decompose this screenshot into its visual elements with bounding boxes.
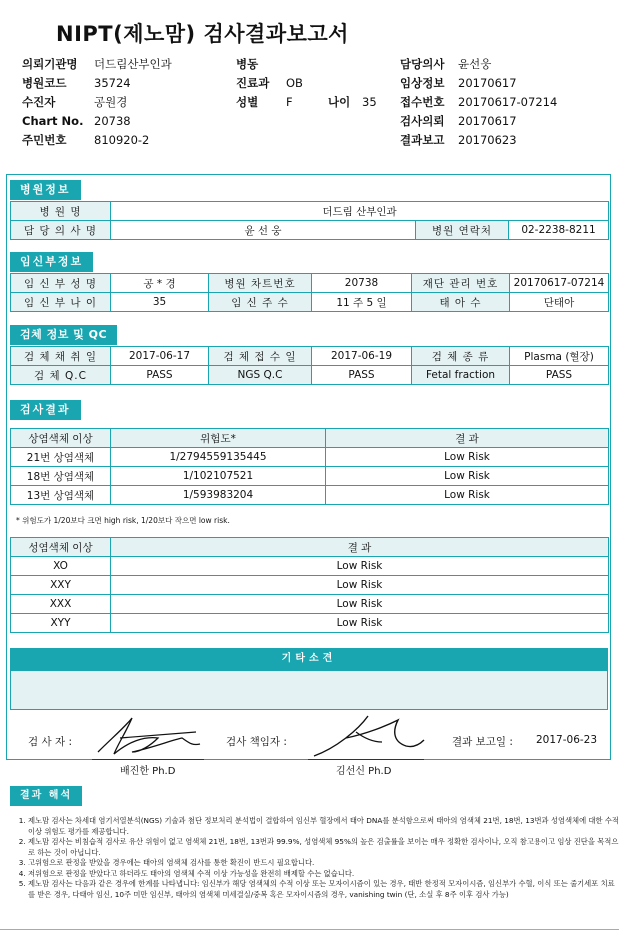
manager-label: 검사 책임자 : [226, 736, 287, 748]
receive-date-label: 검 체 접 수 일 [209, 347, 312, 366]
chart-no-value: 20738 [94, 114, 131, 128]
age-label: 나이 [328, 95, 351, 109]
table-row [11, 576, 609, 595]
foundation-number-label: 재단 관리 번호 [412, 274, 510, 293]
specimen-type-value: Plasma (혈장) [510, 347, 609, 366]
header-right [400, 55, 557, 150]
other-remarks-header: 기타소견 [10, 648, 608, 670]
row-result: Low Risk [111, 557, 609, 576]
report-date-sig-label: 결과 보고일 : [452, 736, 513, 748]
pregnancy-weeks-label: 임 신 주 수 [209, 293, 312, 312]
header-left [22, 55, 172, 150]
pregnant-name-label: 임 신 부 성 명 [11, 274, 111, 293]
fetal-fraction-value: PASS [510, 366, 609, 385]
dept-value: OB [286, 76, 303, 90]
row-name: 21번 상염색체 [11, 448, 111, 467]
request-org-value: 더드림산부인과 [94, 57, 172, 71]
pregnancy-weeks-value: 11 주 5 일 [312, 293, 412, 312]
risk-footnote: * 위험도가 1/20보다 크면 high risk, 1/20보다 작으면 low risk. [16, 516, 230, 525]
row-result: Low Risk [111, 595, 609, 614]
row-risk: 1/102107521 [111, 467, 326, 486]
doctor-name-label: 담 당 의 사 명 [11, 221, 111, 240]
table-row [11, 486, 609, 505]
interpretation-item: 3. 고위험으로 판정을 받았을 경우에는 태아의 염색체 검사를 통한 확진이 반드시 필요합니다. [28, 858, 619, 869]
sex-value: F [286, 95, 293, 109]
collect-date-label: 검 체 채 취 일 [11, 347, 111, 366]
sex-chrom-col-header: 성염색체 이상 [11, 538, 111, 557]
interpretation-header: 결과 해석 [10, 786, 82, 806]
pregnant-age-value: 35 [111, 293, 209, 312]
bottom-rule [0, 929, 619, 930]
table-row [11, 557, 609, 576]
receipt-value: 20170617-07214 [458, 95, 558, 109]
pregnant-age-label: 임 신 부 나 이 [11, 293, 111, 312]
manager-signature [306, 708, 426, 760]
interpretation-item: 2. 제노맘 검사는 비침습적 검사로 유산 위험이 없고 염색체 21번, 18번, 13번과 99.9%, 성염색체 95%의 높은 검출률을 보이는 매우 정확한 검사이나, 오직 참고용이고 임상 진단을 목적으로 하는 것이 아닙니다. [28, 837, 619, 858]
interpretation-item: 4. 저위험으로 판정을 받았다고 하더라도 태아의 염색체 수적 이상 가능성을 완전히 배제할 수는 없습니다. [28, 869, 619, 880]
foundation-number-value: 20170617-07214 [510, 274, 609, 293]
result-col-header: 결 과 [326, 429, 609, 448]
collect-date-value: 2017-06-17 [111, 347, 209, 366]
sex-label: 성별 [236, 95, 259, 109]
specimen-qc-label: 검 체 Q.C [11, 366, 111, 385]
pregnant-name-value: 공 * 경 [111, 274, 209, 293]
receive-date-value: 2017-06-19 [312, 347, 412, 366]
sex-chrom-result-header: 결 과 [111, 538, 609, 557]
resident-no-value: 810920-2 [94, 133, 150, 147]
specimen-header: 검체 정보 및 QC [10, 325, 117, 345]
row-name: 18번 상염색체 [11, 467, 111, 486]
table-row [11, 448, 609, 467]
header-middle [236, 55, 377, 112]
receipt-label: 접수번호 [400, 95, 445, 109]
hospital-contact-value: 02-2238-8211 [509, 221, 609, 240]
row-risk: 1/593983204 [111, 486, 326, 505]
request-date-label: 검사의뢰 [400, 114, 445, 128]
ngs-qc-value: PASS [312, 366, 412, 385]
report-date-sig-value: 2017-06-23 [536, 734, 598, 746]
autosome-col-header: 상염색체 이상 [11, 429, 111, 448]
report-date-value: 20170623 [458, 133, 517, 147]
other-remarks-box [10, 670, 608, 710]
row-name: XXY [11, 576, 111, 595]
fetus-count-value: 단태아 [510, 293, 609, 312]
row-name: XXX [11, 595, 111, 614]
ngs-qc-label: NGS Q.C [209, 366, 312, 385]
fetal-fraction-label: Fetal fraction [412, 366, 510, 385]
specimen-table [10, 346, 609, 385]
hospital-name-value: 더드림 산부인과 [111, 202, 609, 221]
table-row [11, 467, 609, 486]
examiner-name: 배진한 Ph.D [120, 766, 176, 777]
risk-col-header: 위험도* [111, 429, 326, 448]
interpretation-item: 1. 제노맘 검사는 차세대 염기서열분석(NGS) 기술과 첨단 정보처리 분석법이 결합하여 임신부 혈장에서 태아 DNA를 분석함으로써 태아의 염색체 21번, 18번, 13번과 성염색체에 대한 수적 이상 위험도 평가를 제공합니다. [28, 816, 619, 837]
interpretation-item: 5. 제노맘 검사는 다음과 같은 경우에 한계를 나타냅니다: 임신부가 해당 염색체의 수적 이상 또는 모자이시즘이 있는 경우, 태반 한정적 모자이시즘, 임신부가 수혈, 이식 또는 줄기세포 치료를 받은 경우, 다태아 임신, 10주 미만 임신부, 태아의 염색체 미세결실/중복 혹은 모자이시즘의 경우, vanishing twin (단, 소실 후 8주 이후 검사 가능) [28, 879, 619, 900]
report-title: NIPT(제노맘) 검사결과보고서 [56, 22, 349, 46]
dept-label: 진료과 [236, 76, 270, 90]
table-row [11, 614, 609, 633]
chart-no-label: Chart No. [22, 114, 84, 128]
table-row [11, 595, 609, 614]
request-org-label: 의뢰기관명 [22, 57, 78, 71]
row-result: Low Risk [326, 486, 609, 505]
doctor-name-value: 윤 선 웅 [111, 221, 416, 240]
doctor-value: 윤선웅 [458, 57, 492, 71]
pregnant-info-header: 임신부정보 [10, 252, 93, 272]
specimen-qc-value: PASS [111, 366, 209, 385]
chart-number-value: 20738 [312, 274, 412, 293]
hospital-info-header: 병원정보 [10, 180, 81, 200]
report-date-label: 결과보고 [400, 133, 445, 147]
row-result: Low Risk [111, 576, 609, 595]
row-result: Low Risk [111, 614, 609, 633]
examiner-signature-line [92, 759, 204, 760]
interpretation-list [14, 816, 619, 900]
row-name: 13번 상염색체 [11, 486, 111, 505]
row-risk: 1/2794559135445 [111, 448, 326, 467]
ward-label: 병동 [236, 57, 259, 71]
clinical-value: 20170617 [458, 76, 517, 90]
fetus-count-label: 태 아 수 [412, 293, 510, 312]
request-date-value: 20170617 [458, 114, 517, 128]
examiner-label: 검 사 자 : [28, 736, 72, 748]
results-header: 검사결과 [10, 400, 81, 420]
pregnant-info-table [10, 273, 609, 312]
row-name: XYY [11, 614, 111, 633]
autosome-results-table [10, 428, 609, 505]
age-value: 35 [362, 95, 377, 109]
row-result: Low Risk [326, 448, 609, 467]
row-name: XO [11, 557, 111, 576]
recipient-value: 공원경 [94, 95, 128, 109]
doctor-label: 담당의사 [400, 57, 445, 71]
hospital-code-label: 병원코드 [22, 76, 67, 90]
hospital-info-table [10, 201, 609, 240]
examiner-signature [92, 708, 204, 760]
sex-chromosome-table [10, 537, 609, 633]
hospital-name-label: 병 원 명 [11, 202, 111, 221]
resident-no-label: 주민번호 [22, 133, 67, 147]
hospital-code-value: 35724 [94, 76, 131, 90]
hospital-contact-label: 병원 연락처 [416, 221, 509, 240]
specimen-type-label: 검 체 종 류 [412, 347, 510, 366]
recipient-label: 수진자 [22, 95, 56, 109]
clinical-label: 임상정보 [400, 76, 445, 90]
chart-number-label: 병원 차트번호 [209, 274, 312, 293]
row-result: Low Risk [326, 467, 609, 486]
manager-name: 김선신 Ph.D [336, 766, 392, 777]
manager-signature-line [308, 759, 424, 760]
